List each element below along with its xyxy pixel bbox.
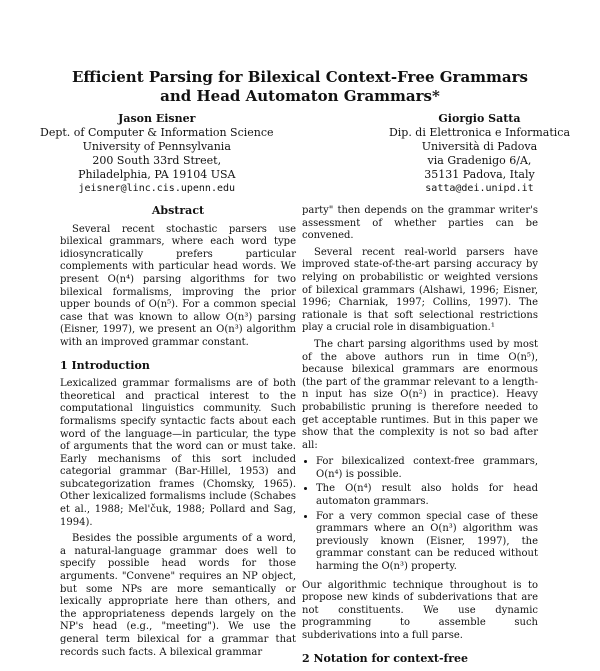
results-list bbox=[302, 456, 538, 573]
author-email: satta@dei.unipd.it bbox=[425, 183, 534, 194]
section-heading-notation: 2 Notation for context-free bbox=[302, 651, 469, 665]
abstract-heading: Abstract bbox=[151, 204, 205, 217]
intro-paragraph-2: Besides the possible arguments of a word, a natural-language grammar does well to specify possible head words for those arguments. "Convene" requires an NP object, but some NPs are more semantically or lexically appropriate here than others, and the appropriateness depends largely on the NP's head (e.g., "meeting"). We use the general term bilexical for a grammar that records such facts. A bilexical grammar bbox=[60, 533, 296, 658]
author-addr1: 200 South 33rd Street, bbox=[92, 154, 222, 167]
author-name: Giorgio Satta bbox=[438, 112, 521, 125]
author-email: jeisner@linc.cis.upenn.edu bbox=[78, 183, 236, 194]
right-column bbox=[302, 205, 538, 671]
abstract-text: Several recent stochastic parsers use bilexical grammars, where each word type idiosyncratically prefers particular complements with particular head words. We present O(n⁴) parsing algorithms for two bilexical formalisms, improving the prior upper bounds of O(n⁵). For a common special case that was known to allow O(n³) parsing (Eisner, 1997), we present an O(n³) algorithm with an improved grammar constant. bbox=[60, 223, 296, 348]
author-inst: Università di Padova bbox=[421, 140, 538, 153]
title-line-1: Efficient Parsing for Bilexical Context-Free Grammars bbox=[71, 68, 528, 86]
right-paragraph-1: Several recent real-world parsers have improved state-of-the-art parsing accuracy by relying on probabilistic or weighted versions of bilexical grammars (Alshawi, 1996; Eisner, 1996; Charniak, 1997; Collins, 1997). The rationale is that soft selectional restrictions play a crucial role in disambiguation.¹ bbox=[302, 246, 538, 334]
author-dept: Dept. of Computer & Information Science bbox=[40, 126, 274, 139]
author-name: Jason Eisner bbox=[118, 112, 196, 125]
left-column bbox=[60, 205, 296, 663]
author-addr2: Philadelphia, PA 19104 USA bbox=[78, 168, 236, 181]
list-item: • For a very common special case of these grammars where an O(n³) algorithm was previously known (Eisner, 1997), the grammar constant can be reduced without harming the O(n³) property. bbox=[316, 511, 538, 574]
right-paragraph-2: The chart parsing algorithms used by most of the above authors run in time O(n⁵), because bilexical grammars are enormous (the part of the grammar relevant to a length-n input has size O(n²) in practice). Heavy probabilistic pruning is therefore needed to get acceptable runtimes. But in this paper we show that the complexity is not so bad after all: bbox=[302, 338, 538, 451]
paper-title bbox=[0, 68, 600, 106]
author-addr1: via Gradenigo 6/A, bbox=[427, 154, 532, 167]
list-item: • The O(n⁴) result also holds for head automaton grammars. bbox=[316, 483, 538, 508]
author-block bbox=[40, 112, 570, 196]
author-2 bbox=[389, 112, 570, 196]
title-line-2: and Head Automaton Grammars* bbox=[160, 87, 440, 105]
intro-paragraph-1: Lexicalized grammar formalisms are of both theoretical and practical interest to the computational linguistics community. Such formalisms specify syntactic facts about each word of the language—in particular, the type of arguments that the word can or must take. Early mechanisms of this sort included categorial grammar (Bar-Hillel, 1953) and subcategorization frames (Chomsky, 1965). Other lexicalized formalisms include (Schabes et al., 1988; Mel'čuk, 1988; Pollard and Sag, 1994). bbox=[60, 378, 296, 528]
right-paragraph-3: Our algorithmic technique throughout is to propose new kinds of subderivations that are not constituents. We use dynamic programming to assemble such subderivations into a full parse. bbox=[302, 579, 538, 641]
author-1 bbox=[40, 112, 274, 196]
list-item: • For bilexicalized context-free grammars, O(n⁴) is possible. bbox=[316, 456, 538, 481]
author-addr2: 35131 Padova, Italy bbox=[424, 168, 535, 181]
author-inst: University of Pennsylvania bbox=[82, 140, 231, 153]
right-paragraph-0: party" then depends on the grammar writer's assessment of whether parties can be convened. bbox=[302, 205, 538, 242]
section-heading-introduction: 1 Introduction bbox=[60, 358, 150, 372]
author-dept: Dip. di Elettronica e Informatica bbox=[388, 126, 570, 139]
